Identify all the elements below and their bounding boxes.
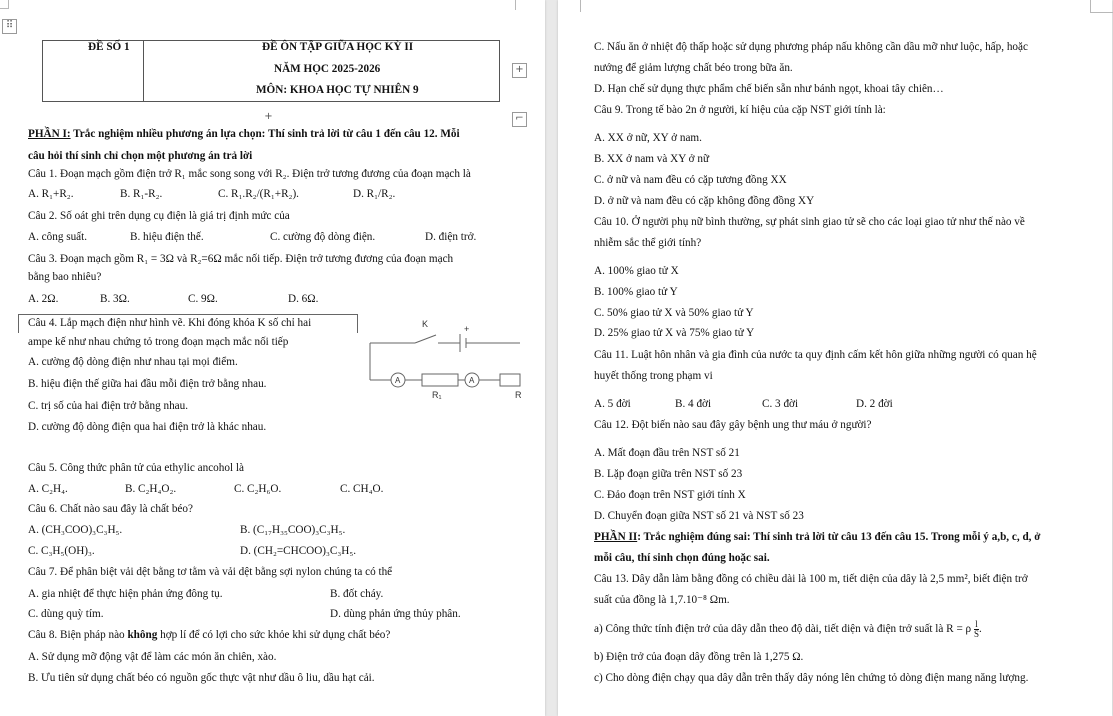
q12-option-c: C. Đảo đoạn trên NST giới tính X xyxy=(594,489,746,501)
q11-option-c: C. 3 đời xyxy=(762,398,799,410)
q7-option-c: C. dùng quỳ tím. xyxy=(28,608,104,620)
q5-option-c: C. C₂H₆O. xyxy=(234,483,282,495)
q7-option-d: D. dùng phản ứng thủy phân. xyxy=(330,608,461,620)
q6-option-d: D. (CH₂=CHCOO)₃C₃H₅. xyxy=(240,545,357,557)
q3-option-b: B. 3Ω. xyxy=(100,293,130,305)
question-6: Câu 6. Chất nào sau đây là chất béo? xyxy=(28,503,193,515)
part2-instruction: mỗi câu, thí sinh chọn đúng hoặc sai. xyxy=(594,552,770,564)
exam-title: ĐỀ ÔN TẬP GIỮA HỌC KỲ II xyxy=(262,41,414,53)
subject: MÔN: KHOA HỌC TỰ NHIÊN 9 xyxy=(256,84,419,96)
crop-mark xyxy=(1090,0,1113,13)
q13-item-c: c) Cho dòng điện chạy qua dây dẫn trên thấy dây nóng lên chứng tỏ dòng điện mang năng lượng. xyxy=(594,672,1029,684)
question-5: Câu 5. Công thức phân tử của ethylic ancohol là xyxy=(28,462,244,474)
q8-option-c: C. Nấu ăn ở nhiệt độ thấp hoặc sử dụng phương pháp nấu không cần dầu mỡ như luộc, hấp, hoặc xyxy=(594,41,1028,53)
header-divider xyxy=(143,41,144,101)
part2-heading: PHẦN II: Trắc nghiệm đúng sai: Thí sinh trả lời từ câu 13 đến câu 15. Trong mỗi ý a,b, c, d, ở xyxy=(594,531,1041,543)
q4-option-a: A. cường độ dòng điện như nhau tại mọi điểm. xyxy=(28,356,238,368)
q3-option-a: A. 2Ω. xyxy=(28,293,59,305)
school-year: NĂM HỌC 2025-2026 xyxy=(274,63,381,75)
q7-option-b: B. đốt cháy. xyxy=(330,588,384,600)
q11-option-a: A. 5 đời xyxy=(594,398,631,410)
label-a1: A xyxy=(395,376,401,385)
crop-mark xyxy=(515,0,517,10)
add-button[interactable]: + xyxy=(512,63,527,78)
fraction-l-over-s: $\frac{l}{S}$ xyxy=(973,619,979,639)
part1-instruction: câu hỏi thí sinh chỉ chọn một phương án trả lời xyxy=(28,150,253,162)
question-8: Câu 8. Biện pháp nào không hợp lí để có lợi cho sức khỏe khi sử dụng chất béo? xyxy=(28,629,391,641)
q9-option-c: C. ở nữ và nam đều có cặp tương đồng XX xyxy=(594,174,787,186)
q5-option-b: B. C₂H₄O₂. xyxy=(125,483,177,495)
question-12: Câu 12. Đột biến nào sau đây gây bệnh ung thư máu ở người? xyxy=(594,419,872,431)
question-7: Câu 7. Để phân biệt vải dệt bằng tơ tằm và vải dệt bằng sợi nylon chúng ta có thể xyxy=(28,566,393,578)
corner-handle-icon[interactable]: ⌐ xyxy=(512,112,527,127)
question-13: Câu 13. Dây dẫn làm bằng đồng có chiều dài là 100 m, tiết diện của dây là 2,5 mm², biết điện trở xyxy=(594,573,1028,585)
left-page xyxy=(0,0,545,716)
question-10: Câu 10. Ở người phụ nữ bình thường, sự phát sinh giao tử sẽ cho các loại giao tử như thế nào về xyxy=(594,216,1025,228)
question-1: Câu 1. Đoạn mạch gồm điện trở R₁ mắc song song với R₂. Điện trở tương đương của đoạn mạch là xyxy=(28,168,471,180)
circuit-diagram xyxy=(360,312,520,402)
q6-option-c: C. C₃H₅(OH)₃. xyxy=(28,545,95,557)
q4-option-c: C. trị số của hai điện trở bằng nhau. xyxy=(28,400,189,412)
q3-option-d: D. 6Ω. xyxy=(288,293,319,305)
q5-option-d: C. CH₄O. xyxy=(340,483,384,495)
q1-option-c: C. R₁.R₂/(R₁+R₂). xyxy=(218,188,299,200)
q7-option-a: A. gia nhiệt để thực hiện phản ứng đông tụ. xyxy=(28,588,223,600)
q1-option-d: D. R₁/R₂. xyxy=(353,188,396,200)
q6-option-a: A. (CH₃COO)₃C₃H₅. xyxy=(28,524,123,536)
q12-option-a: A. Mất đoạn đầu trên NST số 21 xyxy=(594,447,740,459)
resistor-r1 xyxy=(422,374,458,386)
label-k: K xyxy=(422,319,429,329)
question-3: Câu 3. Đoạn mạch gồm R₁ = 3Ω và R₂=6Ω mắc nối tiếp. Điện trở tương đương của đoạn mạch xyxy=(28,253,454,265)
question-13-cont: suất của đồng là 1,7.10⁻⁸ Ωm. xyxy=(594,594,730,606)
question-4-cont: ampe kế như nhau chứng tỏ trong đoạn mạch mắc nối tiếp xyxy=(28,336,289,348)
q12-option-d: D. Chuyển đoạn giữa NST số 21 và NST số 23 xyxy=(594,510,804,522)
q2-option-d: D. điện trở. xyxy=(425,231,477,243)
q4-option-b: B. hiệu điện thế giữa hai đầu mỗi điện trở bằng nhau. xyxy=(28,378,267,390)
question-9: Câu 9. Trong tế bào 2n ở người, kí hiệu của cặp NST giới tính là: xyxy=(594,104,886,116)
q8-option-a: A. Sử dụng mỡ động vật để làm các món ăn chiên, xào. xyxy=(28,651,277,663)
q13-item-b: b) Điện trở của đoạn dây đồng trên là 1,275 Ω. xyxy=(594,651,804,663)
question-10-cont: nhiễm sắc thể giới tính? xyxy=(594,237,702,249)
add-row-icon[interactable]: + xyxy=(264,111,273,122)
exam-number: ĐỀ SỐ 1 xyxy=(88,41,130,53)
question-4: Câu 4. Lắp mạch điện như hình vẽ. Khi đóng khóa K số chỉ hai xyxy=(28,317,312,329)
q1-option-a: A. R₁+R₂. xyxy=(28,188,74,200)
q8-option-c-cont: nướng để giảm lượng chất béo trong bữa ăn. xyxy=(594,62,793,74)
question-11: Câu 11. Luật hôn nhân và gia đình của nước ta quy định cấm kết hôn giữa những người có quan hệ xyxy=(594,349,1037,361)
question-11-cont: huyết thống trong phạm vi xyxy=(594,370,713,382)
q3-option-c: C. 9Ω. xyxy=(188,293,218,305)
q8-option-b: B. Ưu tiên sử dụng chất béo có nguồn gốc thực vật như dầu ô liu, dầu hạt cải. xyxy=(28,672,375,684)
q2-option-a: A. công suất. xyxy=(28,231,88,243)
q10-option-a: A. 100% giao tử X xyxy=(594,265,679,277)
q9-option-d: D. ở nữ và nam đều có cặp không đồng đồng XY xyxy=(594,195,815,207)
crop-mark xyxy=(580,0,582,12)
drag-handle-icon[interactable]: ⠿ xyxy=(2,19,17,34)
q10-option-b: B. 100% giao tử Y xyxy=(594,286,678,298)
label-r1: R₁ xyxy=(432,390,442,400)
question-3-cont: bằng bao nhiêu? xyxy=(28,271,102,283)
label-r: R xyxy=(515,390,522,400)
label-a2: A xyxy=(469,376,475,385)
q10-option-d: D. 25% giao tử X và 75% giao tử Y xyxy=(594,327,755,339)
q4-option-d: D. cường độ dòng điện qua hai điện trở là khác nhau. xyxy=(28,421,267,433)
label-plus: + xyxy=(464,324,470,334)
q13-item-a: a) Công thức tính điện trở của dây dẫn theo độ dài, tiết diện và điện trở suất là R = ρ $\frac{l}{S}$ . xyxy=(594,619,982,639)
q11-option-d: D. 2 đời xyxy=(856,398,893,410)
q11-option-b: B. 4 đời xyxy=(675,398,712,410)
q5-option-a: A. C₂H₄. xyxy=(28,483,68,495)
q2-option-c: C. cường độ dòng điện. xyxy=(270,231,376,243)
q2-option-b: B. hiệu điện thế. xyxy=(130,231,204,243)
crop-mark xyxy=(0,0,9,9)
q6-option-b: B. (C₁₇H₃₅COO)₃C₃H₅. xyxy=(240,524,346,536)
q1-option-b: B. R₁-R₂. xyxy=(120,188,163,200)
part1-heading: PHẦN I: Trắc nghiệm nhiều phương án lựa chọn: Thí sinh trả lời từ câu 1 đến câu 12. Mỗi xyxy=(28,128,460,140)
q12-option-b: B. Lặp đoạn giữa trên NST số 23 xyxy=(594,468,743,480)
q10-option-c: C. 50% giao tử X và 50% giao tử Y xyxy=(594,307,754,319)
switch-k xyxy=(415,335,436,343)
q9-option-a: A. XX ở nữ, XY ở nam. xyxy=(594,132,702,144)
q9-option-b: B. XX ở nam và XY ở nữ xyxy=(594,153,710,165)
question-2: Câu 2. Số oát ghi trên dụng cụ điện là giá trị định mức của xyxy=(28,210,290,222)
right-page xyxy=(558,0,1112,716)
q8-option-d: D. Hạn chế sử dụng thực phẩm chế biến sẵn như bánh ngọt, khoai tây chiên… xyxy=(594,83,944,95)
resistor-r2 xyxy=(500,374,520,386)
